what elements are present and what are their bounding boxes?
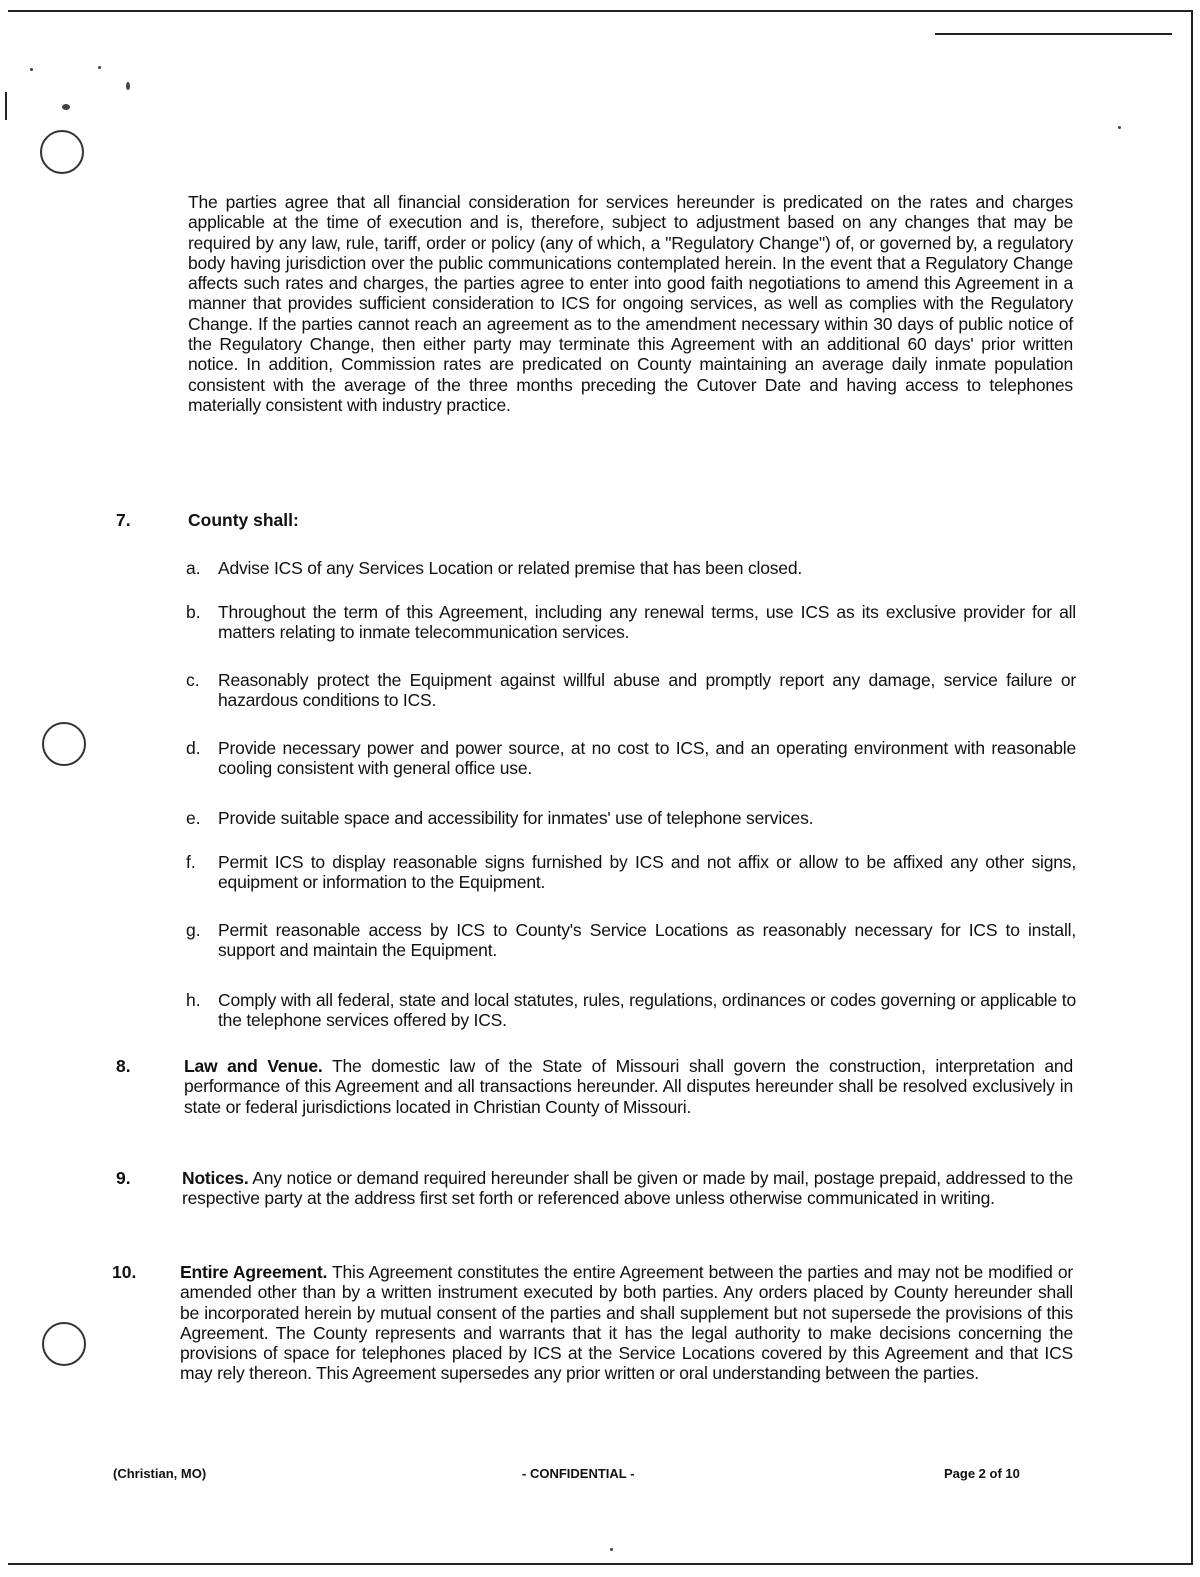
- entire-agreement-paragraph: [180, 1262, 1073, 1384]
- list-item-letter: f.: [186, 852, 196, 872]
- regulatory-change-paragraph: The parties agree that all financial consideration for services hereunder is predicated on the rates and charges applicable at the time of execution and is, therefore, subject to adjustment based on any changes that may be required by any law, rule, tariff, order or policy (any of which, a "Regulatory Change") of, or governed by, a regulatory body having jurisdiction over the public communications contemplated herein. In the event that a Regulatory Change affects such rates and charges, the parties agree to enter into good faith negotiations to amend this Agreement in a manner that provides sufficient consideration to ICS for ongoing services, as well as complies with the Regulatory Change. If the parties cannot reach an agreement as to the amendment necessary within 30 days of public notice of the Regulatory Change, then either party may terminate this Agreement with an additional 60 days' prior written notice. In addition, Commission rates are predicated on County maintaining an average daily inmate population consistent with the average of the three months preceding the Cutover Date and having access to telephones materially consistent with industry practice.: [188, 192, 1073, 415]
- punch-hole: [40, 130, 84, 174]
- section-number: 8.: [116, 1056, 131, 1076]
- section-title: Law and Venue.: [184, 1056, 323, 1076]
- section-heading: County shall:: [188, 510, 299, 530]
- punch-hole: [42, 1322, 86, 1366]
- notices-paragraph: [182, 1168, 1073, 1209]
- list-item: [186, 920, 1076, 960]
- section-body: This Agreement constitutes the entire Agreement between the parties and may not be modified or amended other than by a written instrument executed by both parties. Any orders placed by County hereunder shall be incorporated herein by mutual consent of the parties and shall supplement but not supersede the provisions of this Agreement. The County represents and warrants that it has the legal authority to make decisions concerning the provisions of space for telephones placed by ICS at the Service Locations covered by this Agreement and that ICS may rely thereon. This Agreement supersedes any prior written or oral understanding between the parties.: [180, 1262, 1074, 1384]
- list-item-text: Permit ICS to display reasonable signs furnished by ICS and not affix or allow to be affixed any other signs, equipment or information to the Equipment.: [218, 852, 1076, 892]
- list-item: [186, 602, 1076, 642]
- footer-page-number: Page 2 of 10: [944, 1466, 1020, 1481]
- list-item: [186, 738, 1076, 778]
- scan-left-mark: [5, 92, 7, 120]
- list-item-letter: g.: [186, 920, 201, 940]
- list-item: [186, 670, 1076, 710]
- list-item: [186, 558, 1076, 578]
- list-item: [186, 852, 1076, 892]
- list-item-text: Throughout the term of this Agreement, including any renewal terms, use ICS as its exclusive provider for all matters relating to inmate telecommunication services.: [218, 602, 1076, 642]
- list-item-letter: a.: [186, 558, 201, 578]
- scan-speck: [62, 104, 70, 110]
- scan-speck: [126, 82, 130, 90]
- list-item: [186, 990, 1076, 1030]
- list-item-text: Provide suitable space and accessibility for inmates' use of telephone services.: [218, 808, 814, 828]
- list-item-letter: c.: [186, 670, 200, 690]
- footer-document-id: (Christian, MO): [113, 1466, 207, 1481]
- list-item-letter: d.: [186, 738, 201, 758]
- list-item-text: Permit reasonable access by ICS to County's Service Locations as reasonably necessary for ICS to install, support and maintain the Equipment.: [218, 920, 1076, 960]
- scan-top-border: [8, 10, 1193, 12]
- list-item-text: Provide necessary power and power source, at no cost to ICS, and an operating environment with reasonable cooling consistent with general office use.: [218, 738, 1076, 778]
- list-item-letter: b.: [186, 602, 201, 622]
- punch-hole: [42, 722, 86, 766]
- list-item: [186, 808, 1076, 828]
- law-and-venue-paragraph: [184, 1056, 1073, 1117]
- list-item-letter: e.: [186, 808, 201, 828]
- list-item-text: Comply with all federal, state and local statutes, rules, regulations, ordinances or codes governing or applicable to the telephone services offered by ICS.: [218, 990, 1076, 1030]
- scan-speck: [30, 68, 33, 71]
- footer-confidential: - CONFIDENTIAL -: [522, 1466, 635, 1481]
- section-body: Any notice or demand required hereunder shall be given or made by mail, postage prepaid, addressed to the respective party at the address first set forth or referenced above unless otherwise communicated in writing.: [182, 1168, 1073, 1209]
- section-title: Notices.: [182, 1168, 249, 1188]
- section-body: The domestic law of the State of Missouri shall govern the construction, interpretation and performance of this Agreement and all transactions hereunder. All disputes hereunder shall be resolved exclusively in state or federal jurisdictions located in Christian County of Missouri.: [184, 1056, 1073, 1117]
- scan-bottom-border: [8, 1563, 1193, 1565]
- section-number: 9.: [116, 1168, 131, 1188]
- scan-speck: [610, 1548, 613, 1551]
- scan-right-border: [1191, 10, 1193, 1565]
- list-item-letter: h.: [186, 990, 201, 1010]
- section-number: 7.: [116, 510, 131, 530]
- list-item-text: Reasonably protect the Equipment against willful abuse and promptly report any damage, service failure or hazardous conditions to ICS.: [218, 670, 1076, 710]
- scan-speck: [1118, 126, 1121, 129]
- scan-speck: [98, 66, 101, 69]
- scan-top-right-line: [935, 33, 1172, 35]
- section-title: Entire Agreement.: [180, 1262, 328, 1282]
- section-number: 10.: [112, 1262, 137, 1282]
- list-item-text: Advise ICS of any Services Location or related premise that has been closed.: [218, 558, 803, 578]
